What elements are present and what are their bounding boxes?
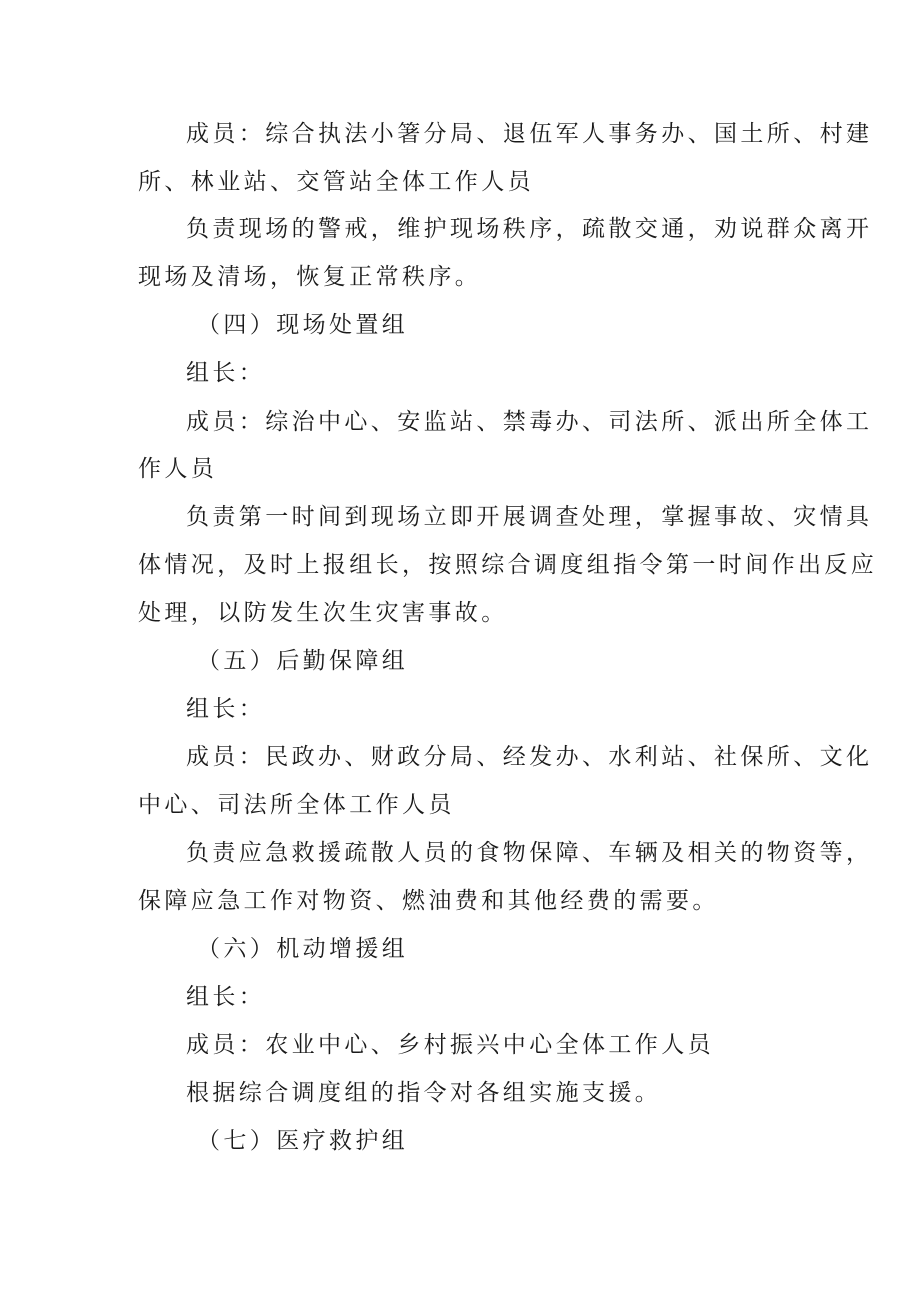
section-heading: （四）现场处置组	[197, 312, 409, 338]
section-heading: （七）医疗救护组	[197, 1128, 409, 1154]
text-line: 根据综合调度组的指令对各组实施支援。	[186, 1080, 662, 1106]
text-line: 成员：综合执法小箸分局、退伍军人事务办、国土所、村建	[186, 121, 873, 147]
text-line: 组长：	[186, 696, 266, 722]
text-line: 负责第一时间到现场立即开展调查处理，掌握事故、灾情具	[186, 504, 873, 530]
section-heading: （六）机动增援组	[197, 936, 409, 962]
section-heading: （五）后勤保障组	[197, 648, 409, 674]
text-line: 体情况，及时上报组长，按照综合调度组指令第一时间作出反应	[138, 552, 878, 578]
text-line: 成员：农业中心、乡村振兴中心全体工作人员	[186, 1032, 714, 1058]
text-line: 所、林业站、交管站全体工作人员	[138, 169, 534, 195]
text-line: 作人员	[138, 456, 218, 482]
text-line: 中心、司法所全体工作人员	[138, 792, 455, 818]
text-line: 成员：民政办、财政分局、经发办、水利站、社保所、文化	[186, 744, 873, 770]
text-line: 成员：综治中心、安监站、禁毒办、司法所、派出所全体工	[186, 409, 873, 435]
text-line: 组长：	[186, 984, 266, 1010]
text-line: 处理，以防发生次生灾害事故。	[138, 600, 508, 626]
text-line: 保障应急工作对物资、燃油费和其他经费的需要。	[138, 888, 719, 914]
text-line: 负责应急救援疏散人员的食物保障、车辆及相关的物资等，	[186, 840, 873, 866]
text-line: 组长：	[186, 360, 266, 386]
text-line: 现场及清场，恢复正常秩序。	[138, 264, 482, 290]
text-line: 负责现场的警戒，维护现场秩序，疏散交通，劝说群众离开	[186, 216, 873, 242]
